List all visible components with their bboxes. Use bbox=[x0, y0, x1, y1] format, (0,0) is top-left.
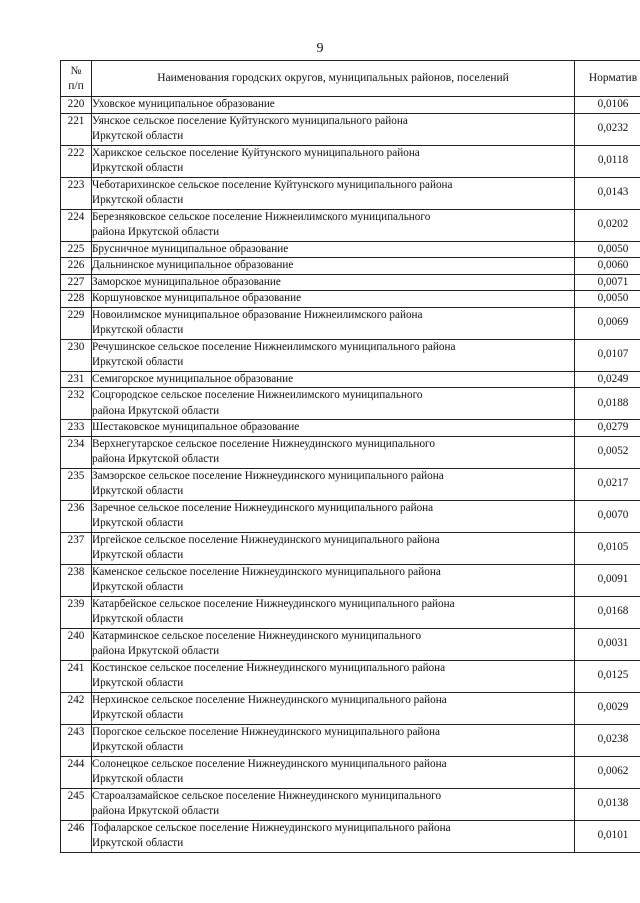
row-name: Катарбейское сельское поселение Нижнеудинского муниципального района Иркутской области bbox=[92, 596, 575, 628]
row-name: Чеботарихинское сельское поселение Куйтунского муниципального района Иркутской области bbox=[92, 177, 575, 209]
row-number: 225 bbox=[61, 241, 92, 258]
table-row bbox=[61, 564, 640, 596]
row-number: 224 bbox=[61, 209, 92, 241]
row-value: 0,0071 bbox=[575, 274, 640, 291]
header-name: Наименования городских округов, муниципальных районов, поселений bbox=[92, 61, 575, 97]
row-value: 0,0143 bbox=[575, 177, 640, 209]
table-row bbox=[61, 97, 640, 114]
row-value: 0,0070 bbox=[575, 500, 640, 532]
row-value: 0,0050 bbox=[575, 241, 640, 258]
row-number: 246 bbox=[61, 820, 92, 852]
row-name: Шестаковское муниципальное образование bbox=[92, 420, 575, 437]
row-value: 0,0249 bbox=[575, 371, 640, 388]
row-number: 235 bbox=[61, 468, 92, 500]
row-name: Заречное сельское поселение Нижнеудинского муниципального района Иркутской области bbox=[92, 500, 575, 532]
row-value: 0,0091 bbox=[575, 564, 640, 596]
row-name: Верхнегутарское сельское поселение Нижнеудинского муниципального района Иркутской области bbox=[92, 436, 575, 468]
row-number: 228 bbox=[61, 291, 92, 308]
table-row bbox=[61, 291, 640, 308]
table-row bbox=[61, 788, 640, 820]
row-name: Новоилимское муниципальное образование Нижнеилимского района Иркутской области bbox=[92, 307, 575, 339]
table-header bbox=[61, 61, 640, 97]
row-value: 0,0060 bbox=[575, 258, 640, 275]
row-value: 0,0138 bbox=[575, 788, 640, 820]
table-row bbox=[61, 468, 640, 500]
row-name: Харикское сельское поселение Куйтунского муниципального района Иркутской области bbox=[92, 145, 575, 177]
row-number: 232 bbox=[61, 388, 92, 420]
row-number: 238 bbox=[61, 564, 92, 596]
row-value: 0,0069 bbox=[575, 307, 640, 339]
table-row bbox=[61, 756, 640, 788]
table-row bbox=[61, 113, 640, 145]
row-name: Каменское сельское поселение Нижнеудинского муниципального района Иркутской области bbox=[92, 564, 575, 596]
table-row bbox=[61, 660, 640, 692]
row-value: 0,0125 bbox=[575, 660, 640, 692]
row-name: Соцгородское сельское поселение Нижнеилимского муниципального района Иркутской области bbox=[92, 388, 575, 420]
row-value: 0,0202 bbox=[575, 209, 640, 241]
table-row bbox=[61, 500, 640, 532]
row-number: 221 bbox=[61, 113, 92, 145]
row-number: 230 bbox=[61, 339, 92, 371]
header-value: Норматив bbox=[575, 61, 640, 97]
row-name: Уянское сельское поселение Куйтунского муниципального района Иркутской области bbox=[92, 113, 575, 145]
row-name: Порогское сельское поселение Нижнеудинского муниципального района Иркутской области bbox=[92, 724, 575, 756]
page-number: 9 bbox=[316, 41, 324, 56]
row-number: 244 bbox=[61, 756, 92, 788]
row-number: 229 bbox=[61, 307, 92, 339]
table-row bbox=[61, 241, 640, 258]
row-number: 241 bbox=[61, 660, 92, 692]
table-row bbox=[61, 145, 640, 177]
header-num: № п/п bbox=[61, 61, 92, 97]
table-row bbox=[61, 209, 640, 241]
table-row bbox=[61, 274, 640, 291]
row-value: 0,0118 bbox=[575, 145, 640, 177]
row-name: Дальнинское муниципальное образование bbox=[92, 258, 575, 275]
row-value: 0,0168 bbox=[575, 596, 640, 628]
row-value: 0,0107 bbox=[575, 339, 640, 371]
table-row bbox=[61, 177, 640, 209]
row-name: Березняковское сельское поселение Нижнеилимского муниципального района Иркутской области bbox=[92, 209, 575, 241]
row-number: 227 bbox=[61, 274, 92, 291]
table-row bbox=[61, 532, 640, 564]
row-value: 0,0031 bbox=[575, 628, 640, 660]
row-number: 240 bbox=[61, 628, 92, 660]
table-row bbox=[61, 692, 640, 724]
table-body bbox=[61, 97, 640, 853]
row-name: Замзорское сельское поселение Нижнеудинского муниципального района Иркутской области bbox=[92, 468, 575, 500]
table-row bbox=[61, 724, 640, 756]
row-name: Костинское сельское поселение Нижнеудинского муниципального района Иркутской области bbox=[92, 660, 575, 692]
row-name: Семигорское муниципальное образование bbox=[92, 371, 575, 388]
table-row bbox=[61, 436, 640, 468]
row-number: 237 bbox=[61, 532, 92, 564]
row-number: 222 bbox=[61, 145, 92, 177]
row-name: Тофаларское сельское поселение Нижнеудинского муниципального района Иркутской области bbox=[92, 820, 575, 852]
table-row bbox=[61, 628, 640, 660]
row-number: 220 bbox=[61, 97, 92, 114]
row-name: Уховское муниципальное образование bbox=[92, 97, 575, 114]
row-value: 0,0105 bbox=[575, 532, 640, 564]
row-number: 234 bbox=[61, 436, 92, 468]
row-name: Солонецкое сельское поселение Нижнеудинского муниципального района Иркутской области bbox=[92, 756, 575, 788]
row-number: 226 bbox=[61, 258, 92, 275]
table-row bbox=[61, 258, 640, 275]
row-value: 0,0106 bbox=[575, 97, 640, 114]
row-number: 233 bbox=[61, 420, 92, 437]
table-row bbox=[61, 307, 640, 339]
row-name: Речушинское сельское поселение Нижнеилимского муниципального района Иркутской области bbox=[92, 339, 575, 371]
table-row bbox=[61, 339, 640, 371]
row-name: Заморское муниципальное образование bbox=[92, 274, 575, 291]
row-number: 236 bbox=[61, 500, 92, 532]
row-value: 0,0279 bbox=[575, 420, 640, 437]
table-row bbox=[61, 420, 640, 437]
normative-table bbox=[60, 60, 640, 853]
row-name: Иргейское сельское поселение Нижнеудинского муниципального района Иркутской области bbox=[92, 532, 575, 564]
row-value: 0,0238 bbox=[575, 724, 640, 756]
row-name: Брусничное муниципальное образование bbox=[92, 241, 575, 258]
row-value: 0,0050 bbox=[575, 291, 640, 308]
row-name: Нерхинское сельское поселение Нижнеудинского муниципального района Иркутской области bbox=[92, 692, 575, 724]
row-name: Староалзамайское сельское поселение Нижнеудинского муниципального района Иркутской области bbox=[92, 788, 575, 820]
header-row bbox=[61, 61, 640, 97]
row-value: 0,0217 bbox=[575, 468, 640, 500]
row-value: 0,0232 bbox=[575, 113, 640, 145]
row-value: 0,0052 bbox=[575, 436, 640, 468]
row-value: 0,0062 bbox=[575, 756, 640, 788]
table-row bbox=[61, 388, 640, 420]
row-number: 239 bbox=[61, 596, 92, 628]
table-row bbox=[61, 371, 640, 388]
row-number: 223 bbox=[61, 177, 92, 209]
row-value: 0,0029 bbox=[575, 692, 640, 724]
row-number: 242 bbox=[61, 692, 92, 724]
row-name: Коршуновское муниципальное образование bbox=[92, 291, 575, 308]
row-value: 0,0188 bbox=[575, 388, 640, 420]
row-value: 0,0101 bbox=[575, 820, 640, 852]
row-number: 243 bbox=[61, 724, 92, 756]
row-name: Катарминское сельское поселение Нижнеудинского муниципального района Иркутской области bbox=[92, 628, 575, 660]
row-number: 245 bbox=[61, 788, 92, 820]
table-row bbox=[61, 596, 640, 628]
table-row bbox=[61, 820, 640, 852]
row-number: 231 bbox=[61, 371, 92, 388]
